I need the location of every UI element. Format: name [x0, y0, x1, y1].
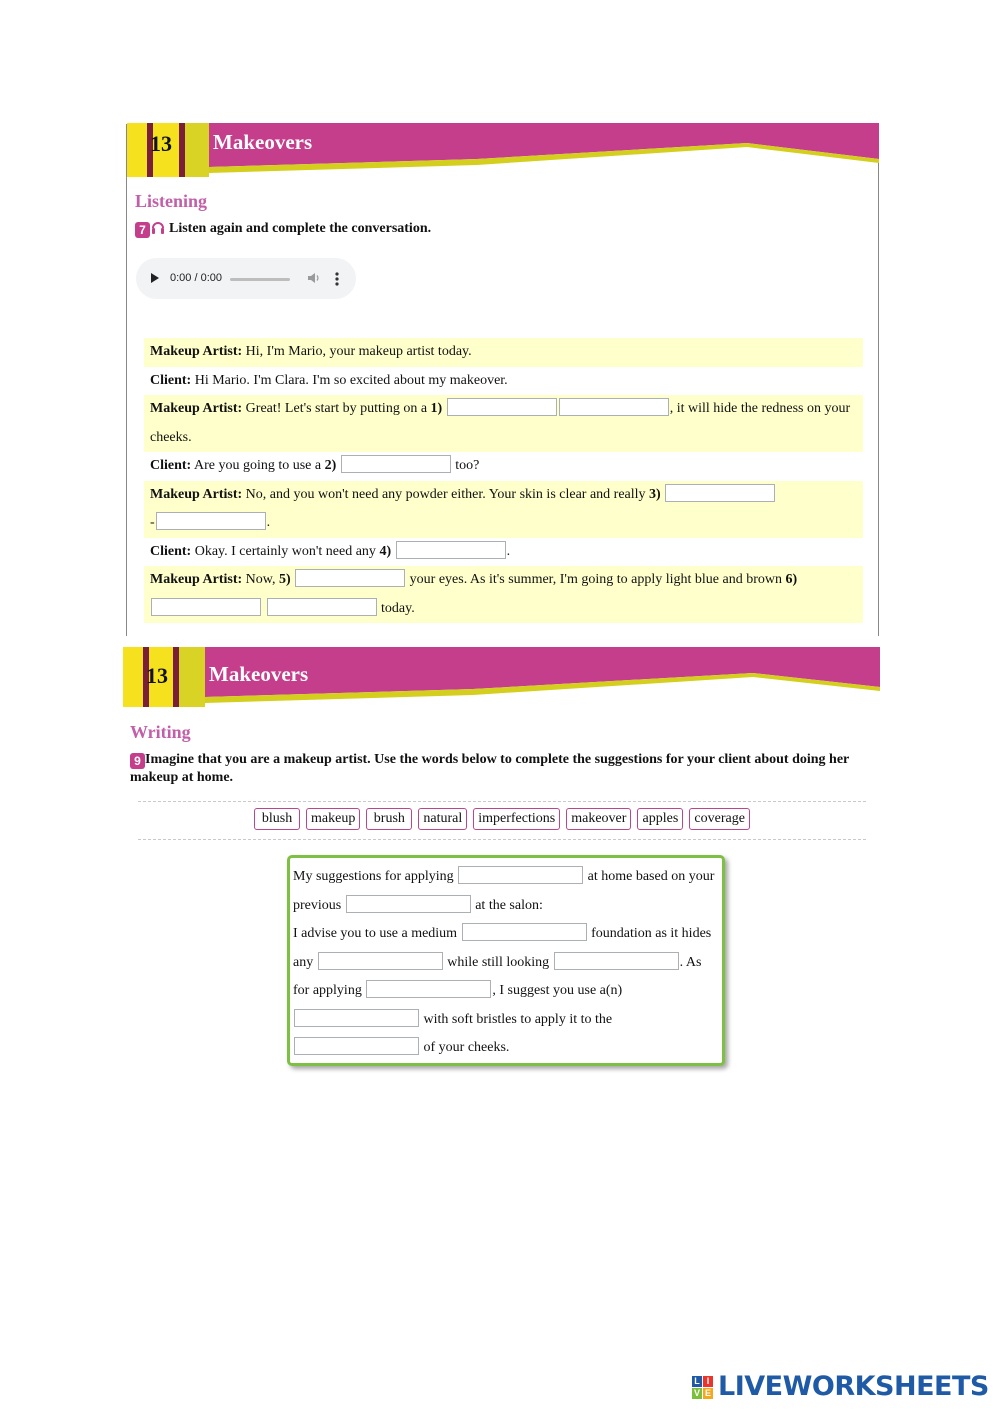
answer-input-3a[interactable]: [665, 484, 775, 502]
answer-input-6a[interactable]: [151, 598, 261, 616]
instruction-text: Listen again and complete the conversation.: [169, 221, 432, 236]
audio-time: 0:00 / 0:00: [170, 272, 222, 284]
dialogue-text: Hi, I'm Mario, your makeup artist today.: [245, 344, 472, 359]
unit-title: Makeovers: [209, 662, 309, 686]
suggestion-input-6[interactable]: [366, 980, 491, 998]
word-chip[interactable]: coverage: [689, 808, 750, 830]
suggestion-text: foundation as it hides any: [293, 926, 712, 970]
word-chip[interactable]: apples: [637, 808, 683, 830]
suggestion-input-5[interactable]: [554, 952, 679, 970]
dialogue-line: [144, 452, 863, 481]
suggestion-text: . As for applying: [293, 954, 702, 998]
logo-letter: V: [693, 1388, 700, 1398]
answer-input-1b[interactable]: [559, 398, 669, 416]
word-chip[interactable]: makeup: [306, 808, 360, 830]
suggestion-text: My suggestions for applying: [293, 869, 454, 884]
writing-instruction: [130, 751, 870, 786]
suggestion-text: , I suggest you use a(n): [492, 983, 623, 998]
logo-text: LIVEWORKSHEETS: [718, 1371, 989, 1402]
suggestions-box: [287, 855, 725, 1066]
dialogue-text: Okay. I certainly won't need any: [194, 543, 376, 559]
question-number: 4): [379, 543, 392, 559]
dialogue-line: [144, 566, 863, 623]
dialogue-text: No, and you won't need any powder either. Your skin is clear and really: [245, 486, 646, 502]
unit-title: Makeovers: [213, 130, 313, 154]
speaker-label: Client:: [150, 458, 192, 473]
instruction-text: Imagine that you are a makeup artist. Use the words below to complete the suggestions for your client about doing her makeup at home.: [130, 752, 850, 785]
question-number: 5): [278, 572, 291, 587]
suggestion-input-2[interactable]: [346, 895, 471, 913]
listening-instruction: [135, 219, 835, 238]
unit-banner-top: [127, 123, 879, 177]
more-options-icon[interactable]: [335, 271, 339, 287]
dialogue-text: .: [266, 515, 271, 530]
play-icon[interactable]: [151, 273, 159, 283]
speaker-label: Client:: [150, 543, 192, 559]
question-number: 6): [785, 572, 798, 587]
word-chip[interactable]: makeover: [566, 808, 631, 830]
page-frame-right: [878, 124, 879, 636]
listening-title: Listening: [135, 191, 208, 211]
suggestion-text: with soft bristles to apply it to the: [423, 1011, 613, 1027]
answer-input-5[interactable]: [295, 569, 405, 587]
unit-number: 13: [150, 131, 172, 156]
suggestion-text: while still looking: [447, 954, 550, 970]
speaker-label: Makeup Artist:: [150, 344, 243, 359]
dialogue-text: , it will hide the redness on your cheeks.: [150, 401, 851, 445]
question-number: 1): [430, 401, 443, 416]
word-bank: [138, 801, 866, 840]
suggestion-input-1[interactable]: [458, 866, 583, 884]
answer-input-4[interactable]: [396, 541, 506, 559]
dialogue-text: your eyes. As it's summer, I'm going to apply light blue and brown: [409, 572, 782, 587]
speaker-label: Makeup Artist:: [150, 401, 243, 416]
audio-player[interactable]: [136, 258, 356, 299]
suggestion-text: I advise you to use a medium: [293, 926, 458, 941]
logo-icon: [692, 1376, 714, 1400]
word-chip[interactable]: natural: [418, 808, 467, 830]
dialogue-line: [144, 395, 863, 452]
page-frame-left: [126, 124, 127, 636]
suggestion-text: at home based on your previous: [293, 869, 715, 913]
word-chip[interactable]: brush: [366, 808, 412, 830]
logo-letter: I: [703, 1376, 713, 1387]
volume-icon[interactable]: [306, 270, 322, 286]
dialogue-text: Hi Mario. I'm Clara. I'm so excited about my makeover.: [194, 372, 508, 388]
exercise-number-badge: 7: [135, 222, 150, 238]
unit-banner-bottom: [123, 647, 880, 707]
writing-title: Writing: [130, 722, 191, 742]
dialogue-line: [144, 538, 863, 567]
headphones-icon: [151, 219, 165, 235]
suggestion-input-4[interactable]: [318, 952, 443, 970]
dialogue-line: [144, 481, 863, 538]
speaker-label: Client:: [150, 372, 192, 388]
suggestion-text: at the salon:: [475, 897, 543, 913]
suggestion-input-3[interactable]: [462, 923, 587, 941]
speaker-label: Makeup Artist:: [150, 572, 243, 587]
dialogue-text: Are you going to use a: [193, 458, 322, 473]
question-number: 2): [324, 458, 337, 473]
suggestion-input-7[interactable]: [294, 1009, 419, 1027]
answer-input-3b[interactable]: [156, 512, 266, 530]
word-chip[interactable]: blush: [254, 808, 300, 830]
logo-letter: L: [692, 1376, 702, 1387]
dialogue-line: [144, 338, 863, 367]
dialogue-text: too?: [455, 458, 480, 473]
answer-input-6b[interactable]: [267, 598, 377, 616]
question-number: 3): [649, 486, 661, 502]
conversation: [144, 338, 863, 623]
dialogue-text: .: [506, 543, 511, 559]
answer-input-1a[interactable]: [447, 398, 557, 416]
suggestion-input-8[interactable]: [294, 1037, 419, 1055]
exercise-number-badge: 9: [130, 753, 145, 769]
dialogue-text: today.: [381, 600, 415, 616]
audio-seek-bar[interactable]: [230, 278, 290, 281]
dialogue-text: Now,: [245, 572, 276, 587]
logo-letter: E: [704, 1388, 711, 1398]
word-chip[interactable]: imperfections: [473, 808, 560, 830]
dialogue-text: Great! Let's start by putting on a: [245, 401, 428, 416]
unit-number: 13: [146, 663, 168, 688]
dialogue-line: [144, 367, 863, 396]
suggestion-text: of your cheeks.: [423, 1040, 510, 1055]
answer-input-2[interactable]: [341, 455, 451, 473]
speaker-label: Makeup Artist:: [150, 486, 243, 502]
hyphen: -: [150, 515, 155, 530]
